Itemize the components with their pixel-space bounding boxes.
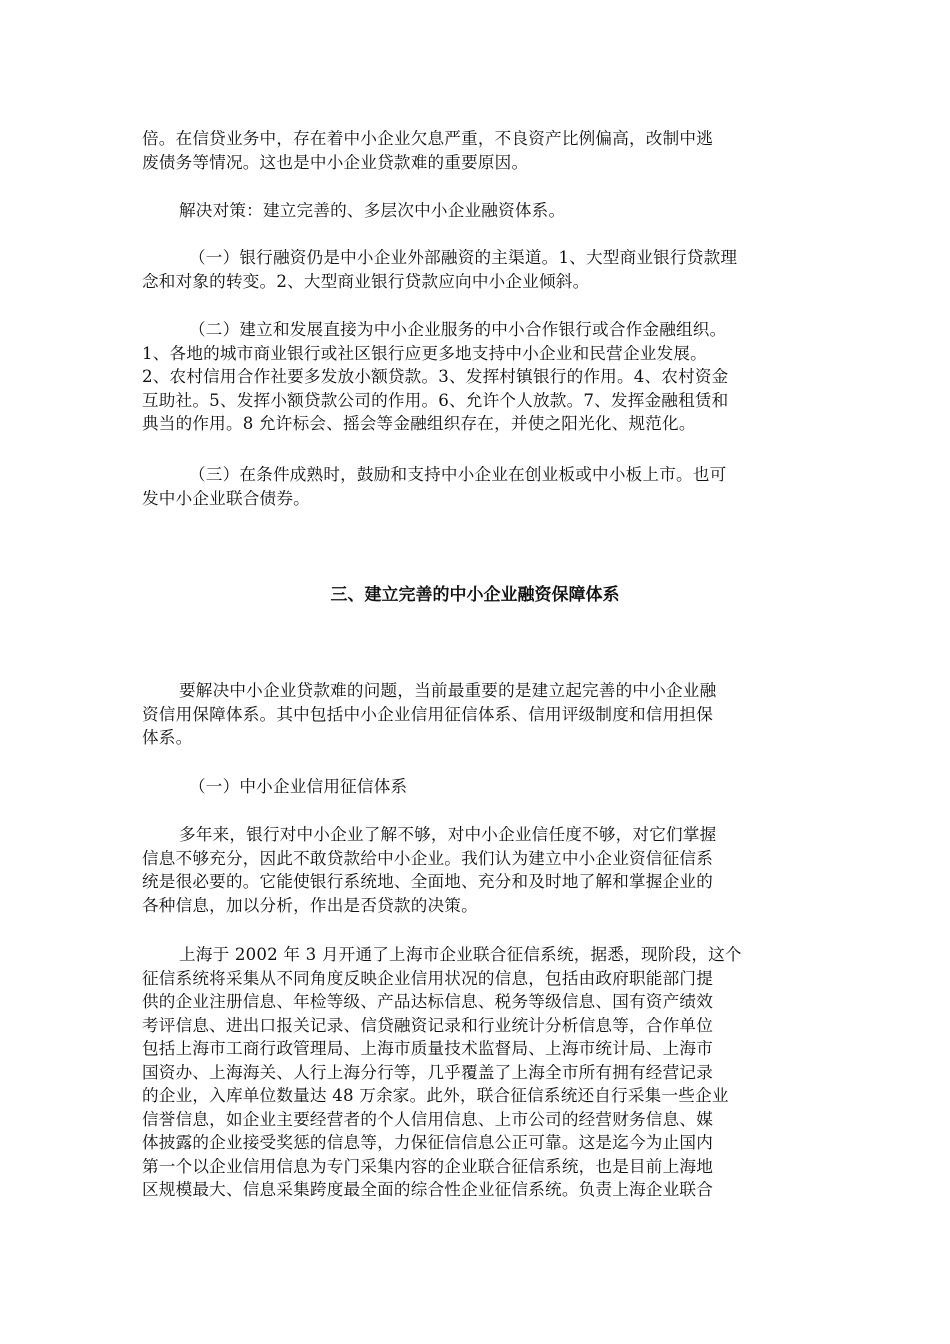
paragraph-bank-financing: （一）银行融资仍是中小企业外部融资的主渠道。1、大型商业银行贷款理 念和对象的转变。2、大型商业银行贷款应向中小企业倾斜。 xyxy=(142,248,738,291)
paragraph-cooperative-banks: （二）建立和发展直接为中小企业服务的中小合作银行或合作金融组织。 1、各地的城市商业银行或社区银行应更多地支持中小企业和民营企业发展。 2、农村信用合作社要多发放小额贷款。3、发挥村镇银行的作用。4、农村资金 互助社。5、发挥小额贷款公司的作用。6、允许个人放款。7、发挥金融租赁和 典当的作用。8 允许标会、摇会等金融组织存在，并使之阳光化、规范化。 xyxy=(142,320,729,433)
section-heading: 三、建立完善的中小企业融资保障体系 xyxy=(330,585,620,605)
paragraph-guarantee-system: 要解决中小企业贷款难的问题，当前最重要的是建立起完善的中小企业融 资信用保障体系。其中包括中小企业信用征信体系、信用评级制度和信用担保 体系。 xyxy=(142,681,717,747)
paragraph-listing: （三）在条件成熟时，鼓励和支持中小企业在创业板或中小板上市。也可 发中小企业联合债券。 xyxy=(142,465,727,508)
paragraph-shanghai-system: 上海于 2002 年 3 月开通了上海市企业联合征信系统，据悉，现阶段，这个 征信系统将采集从不同角度反映企业信用状况的信息，包括由政府职能部门提 供的企业注册信息、年检等级、产品达标信息、税务等级信息、国有资产绩效 考评信息、进出口报关记录、信贷融资记录和行业统计分析信息等，合作单位 包括上海市工商行政管理局、上海市质量技术监督局、上海市统计局、上海市 国资办、上海海关、人行上海分行等，几乎覆盖了上海全市所有拥有经营记录 的企业，入库单位数量达 48 万余家。此外，联合征信系统还自行采集一些企业 信誉信息，如企业主要经营者的个人信用信息、上市公司的经营财务信息、媒 体披露的企业接受奖惩的信息等，力保征信信息公正可靠。这是迄今为止国内 第一个以企业信用信息为专门采集内容的企业联合征信系统，也是目前上海地 区规模最大、信息采集跨度最全面的综合性企业征信系统。负责上海企业联合 xyxy=(142,945,742,1199)
paragraph-bank-understanding: 多年来，银行对中小企业了解不够，对中小企业信任度不够，对它们掌握 信息不够充分，因此不敢贷款给中小企业。我们认为建立中小企业资信征信系 统是很必要的。它能使银行系统地、全面地、充分和及时地了解和掌握企业的 各种信息，加以分析，作出是否贷款的决策。 xyxy=(142,825,717,915)
subheading-credit-reporting: （一）中小企业信用征信体系 xyxy=(189,777,408,796)
paragraph-solution: 解决对策：建立完善的、多层次中小企业融资体系。 xyxy=(179,201,566,220)
paragraph-intro-continuation: 倍。在信贷业务中，存在着中小企业欠息严重，不良资产比例偏高，改制中逃 废债务等情况。这也是中小企业贷款难的重要原因。 xyxy=(142,129,713,172)
